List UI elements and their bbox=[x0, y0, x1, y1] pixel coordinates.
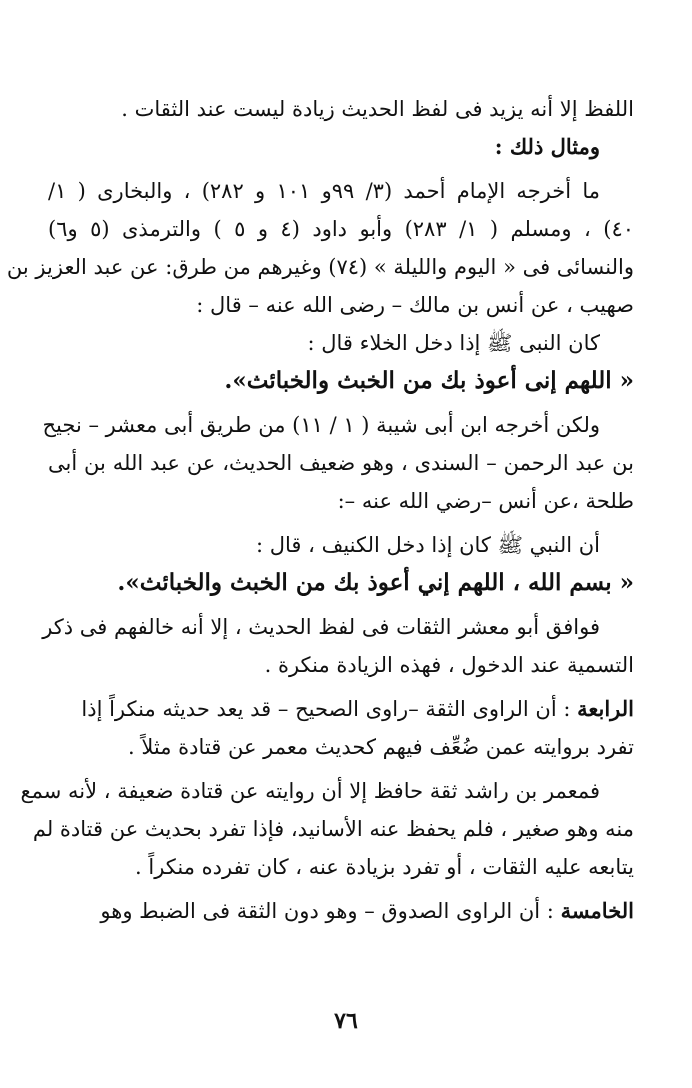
hadith-quote: « بسم الله ، اللهم إني أعوذ بك من الخبث والخبائث». bbox=[117, 569, 634, 596]
text-line: فوافق أبو معشر الثقات فى لفظ الحديث ، إلا أنه خالفهم فى ذكر bbox=[42, 615, 600, 639]
text-line: تفرد بروايته عمن ضُعِّف فيهم كحديث معمر عن قتادة مثلاً . bbox=[128, 735, 634, 759]
text-line: والنسائى فى « اليوم والليلة » (٧٤) وغيرهم من طرق: عن عبد العزيز بن bbox=[6, 255, 634, 279]
text-segment: : أن الراوى الصدوق – وهو دون الثقة فى الضبط وهو bbox=[100, 899, 554, 923]
section-term: الرابعة bbox=[577, 696, 634, 721]
text-line: صهيب ، عن أنس بن مالك – رضى الله عنه – قال : bbox=[196, 293, 634, 317]
text-line: التسمية عند الدخول ، فهذه الزيادة منكرة . bbox=[264, 653, 634, 677]
page-number: ٧٦ bbox=[334, 1008, 358, 1034]
text-line: فمعمر بن راشد ثقة حافظ إلا أن روايته عن قتادة ضعيفة ، لأنه سمع bbox=[20, 779, 600, 803]
text-line: منه وهو صغير ، فلم يحفظ عنه الأسانيد، فإذا تفرد بحديث عن قتادة لم bbox=[32, 817, 634, 841]
text-line: ٤٠) ، ومسلم ( ١/ ٢٨٣) وأبو داود (٤ و ٥ ) والترمذى (٥ و٦) bbox=[48, 217, 634, 241]
text-line bbox=[48, 892, 634, 930]
text-line: يتابعه عليه الثقات ، أو تفرد بزيادة عنه ، كان تفرده منكراً . bbox=[135, 855, 634, 879]
text-line: كان النبى ﷺ إذا دخل الخلاء قال : bbox=[307, 331, 600, 355]
text-line: ولكن أخرجه ابن أبى شيبة ( ١ / ١١) من طريق أبى معشر – نجيح bbox=[42, 413, 600, 437]
text-line: اللفظ إلا أنه يزيد فى لفظ الحديث زيادة ليست عند الثقات . bbox=[121, 97, 634, 121]
hadith-quote: « اللهم إنى أعوذ بك من الخبث والخبائث». bbox=[224, 367, 634, 394]
section-term: الخامسة bbox=[560, 898, 634, 923]
text-line: أن النبي ﷺ كان إذا دخل الكنيف ، قال : bbox=[256, 533, 600, 557]
section-heading: ومثال ذلك : bbox=[494, 134, 600, 159]
text-line: ما أخرجه الإمام أحمد (٣/ ٩٩و ١٠١ و ٢٨٢) ، والبخارى ( ١/ bbox=[48, 179, 601, 203]
text-line bbox=[48, 690, 634, 728]
text-line: طلحة ،عن أنس –رضي الله عنه –: bbox=[337, 489, 634, 513]
text-segment: : أن الراوى الثقة –راوى الصحيح – قد يعد حديثه منكراً إذا bbox=[81, 697, 571, 721]
text-line: بن عبد الرحمن – السندى ، وهو ضعيف الحديث، عن عبد الله بن أبى bbox=[48, 451, 634, 475]
